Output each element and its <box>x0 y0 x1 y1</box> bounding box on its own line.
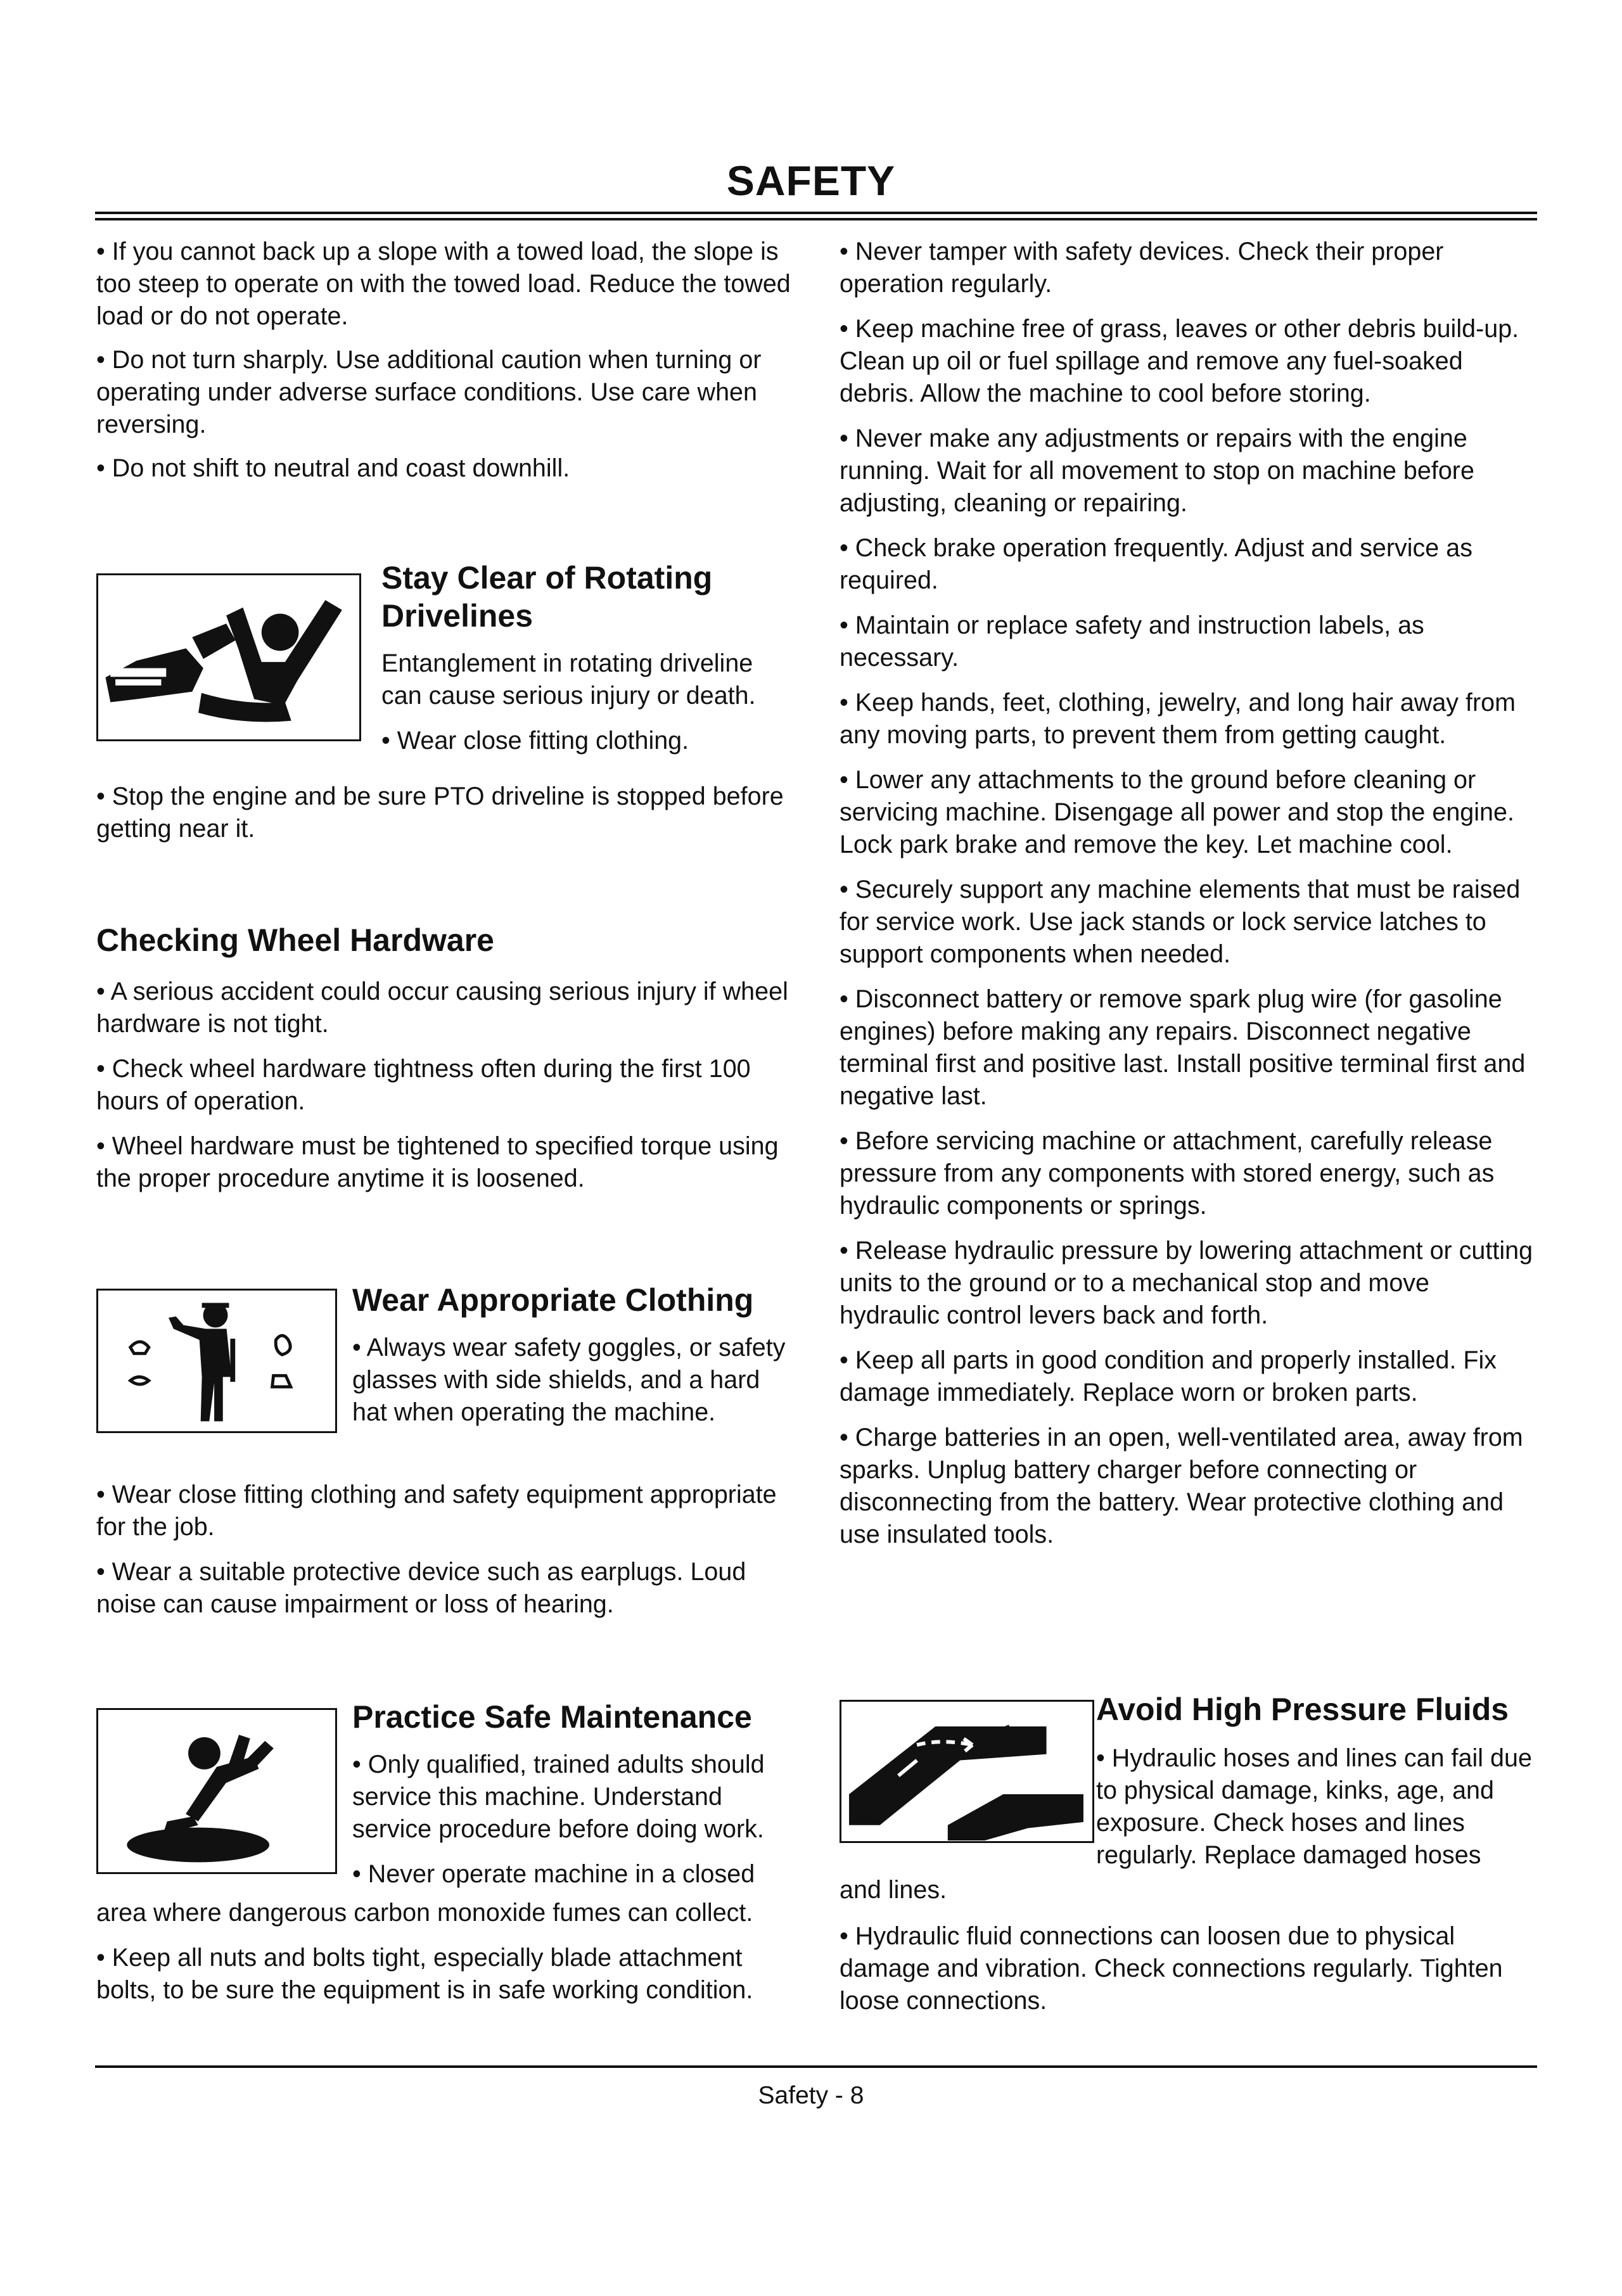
page-title: SAFETY <box>726 157 896 204</box>
pressure-side <box>1096 1690 1540 1872</box>
bullet: • Never operate machine in a closed <box>352 1860 755 1888</box>
section-heading: Practice Safe Maintenance <box>352 1699 752 1735</box>
high-pressure-fluid-icon <box>840 1700 1094 1843</box>
driveline-after <box>96 781 793 845</box>
bullet: • Wear close fitting clothing and safety equipment appropriate for the job. <box>96 1481 777 1541</box>
bullet: • Stop the engine and be sure PTO driveline is stopped before getting near it. <box>96 782 784 843</box>
pressure-after <box>840 1874 1536 2017</box>
page-number: Safety - 8 <box>758 2082 864 2109</box>
clothing-after <box>96 1479 793 1621</box>
bullet: • Lower any attachments to the ground before cleaning or servicing machine. Disengage all power and stop the engine. Lock park brake and remove the key. Let machine cool. <box>840 766 1514 858</box>
bullet: • Release hydraulic pressure by lowering attachment or cutting units to the ground or to a mechanical stop and move hydraulic control levers back and forth. <box>840 1237 1533 1329</box>
bullet-continued: and lines. <box>840 1876 947 1904</box>
bullet: • Always wear safety goggles, or safety glasses with side shields, and a hard hat when operating the machine. <box>352 1334 786 1426</box>
bullet: • Do not turn sharply. Use additional caution when turning or operating under adverse surface conditions. Use care when reversing. <box>96 346 762 438</box>
driveline-side <box>381 559 800 757</box>
bullet: • A serious accident could occur causing serious injury if wheel hardware is not tight. <box>96 978 788 1038</box>
right-items <box>840 236 1536 1551</box>
bullet: • Check wheel hardware tightness often during the first 100 hours of operation. <box>96 1055 751 1115</box>
maintenance-after <box>96 1897 793 2006</box>
maintenance-side <box>352 1698 799 1891</box>
driveline-entanglement-icon <box>96 573 361 741</box>
bullet: • Wear close fitting clothing. <box>381 727 689 755</box>
bullet: • Hydraulic fluid connections can loosen due to physical damage and vibration. Check connections regularly. Tighten loose connections. <box>840 1922 1503 2015</box>
left-intro <box>96 236 793 485</box>
bullet: • Never make any adjustments or repairs with the engine running. Wait for all movement to stop on machine before adjusting, cleaning or repairing. <box>840 424 1474 517</box>
bullet: • Never tamper with safety devices. Check their proper operation regularly. <box>840 238 1444 298</box>
protective-clothing-icon <box>96 1289 337 1433</box>
paragraph: Entanglement in rotating driveline can cause serious injury or death. <box>381 649 756 710</box>
section-heading: Avoid High Pressure Fluids <box>1096 1692 1509 1727</box>
bullet: • Only qualified, trained adults should service this machine. Understand service procedure before doing work. <box>352 1751 765 1843</box>
footer-rule <box>95 2065 1537 2068</box>
bullet: • Charge batteries in an open, well-ventilated area, away from sparks. Unplug battery charger before connecting or disconnecting from the battery. Wear protective clothing and use insulated tools. <box>840 1424 1523 1548</box>
bullet: • Keep machine free of grass, leaves or other debris build-up. Clean up oil or fuel spillage and remove any fuel-soaked debris. Allow the machine to cool before storing. <box>840 315 1519 407</box>
section-heading: Stay Clear of Rotating Drivelines <box>381 560 713 634</box>
slip-hazard-icon <box>96 1708 337 1874</box>
section-heading: Wear Appropriate Clothing <box>352 1282 754 1318</box>
bullet: • Hydraulic hoses and lines can fail due to physical damage, kinks, age, and exposure. Check hoses and lines regularly. Replace damaged hoses <box>1096 1744 1532 1869</box>
bullet: • Keep hands, feet, clothing, jewelry, and long hair away from any moving parts, to prevent them from getting caught. <box>840 689 1516 749</box>
bullet-continued: area where dangerous carbon monoxide fumes can collect. <box>96 1899 753 1927</box>
clothing-side <box>352 1281 799 1429</box>
bullet: • Keep all nuts and bolts tight, especially blade attachment bolts, to be sure the equipment is in safe working condition. <box>96 1944 753 2004</box>
wheel-section <box>96 921 793 1195</box>
section-heading: Checking Wheel Hardware <box>96 922 494 958</box>
bullet: • If you cannot back up a slope with a towed load, the slope is too steep to operate on with the towed load. Reduce the towed load or do not operate. <box>96 238 791 330</box>
bullet: • Maintain or replace safety and instruction labels, as necessary. <box>840 611 1424 672</box>
bullet: • Before servicing machine or attachment, carefully release pressure from any components with stored energy, such as hydraulic components or springs. <box>840 1127 1495 1220</box>
bullet: • Keep all parts in good condition and properly installed. Fix damage immediately. Replace worn or broken parts. <box>840 1346 1497 1406</box>
header-rule <box>95 212 1537 220</box>
bullet: • Disconnect battery or remove spark plug wire (for gasoline engines) before making any repairs. Disconnect negative terminal first and positive last. Install positive terminal first and negative last. <box>840 985 1526 1110</box>
bullet: • Do not shift to neutral and coast downhill. <box>96 454 570 482</box>
bullet: • Securely support any machine elements that must be raised for service work. Use jack stands or lock service latches to support components when needed. <box>840 876 1521 968</box>
bullet: • Wear a suitable protective device such as earplugs. Loud noise can cause impairment or loss of hearing. <box>96 1558 746 1618</box>
bullet: • Wheel hardware must be tightened to specified torque using the proper procedure anytime it is loosened. <box>96 1132 779 1192</box>
bullet: • Check brake operation frequently. Adjust and service as required. <box>840 534 1472 594</box>
